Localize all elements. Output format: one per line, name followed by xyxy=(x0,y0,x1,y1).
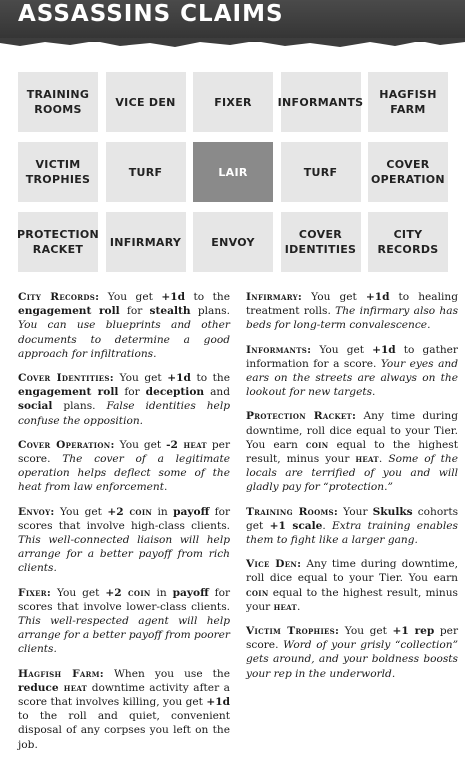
entry-cover-identities: Cover Identities: You get +1d to the engagement roll for deception and social plans. False identities help confuse the opposition. xyxy=(18,372,230,427)
claims-column-right xyxy=(246,290,458,691)
claim-cell-infirmary: INFIRMARY xyxy=(106,212,186,272)
claim-cell-cover-identities: COVER IDENTITIES xyxy=(281,212,361,272)
claims-column-left xyxy=(18,290,230,762)
entry-cover-operation: Cover Operation: You get -2 heat per score. The cover of a legitimate operation helps deflect some of the heat from law enforcement. xyxy=(18,438,231,494)
entry-victim-trophies: Victim Trophies: You get +1 rep per score. Word of your grisly “collection” gets around, and your boldness boosts your rep in the underworld. xyxy=(246,625,459,680)
claim-cell-victim-trophies: VICTIM TROPHIES xyxy=(18,142,98,202)
claim-cell-hagfish-farm: HAGFISH FARM xyxy=(368,72,448,132)
title-banner xyxy=(0,0,465,42)
claim-cell-training-rooms: TRAINING ROOMS xyxy=(18,72,98,132)
entry-fixer: Fixer: You get +2 coin in payoff for scores that involve lower-class clients. This well-respected agent will help arrange for a better payoff from poorer clients. xyxy=(18,586,231,656)
claim-cell-lair: LAIR xyxy=(193,142,273,202)
claim-cell-protection-racket: PROTECTION RACKET xyxy=(18,212,98,272)
entry-protection-racket: Protection Racket: Any time during downtime, roll dice equal to your Tier. You earn coin equal to the highest result, minus your heat. Some of the locals are terrified of you and will gladly pay for “protection.” xyxy=(246,410,459,494)
torn-edge xyxy=(0,38,465,50)
claim-cell-turf: TURF xyxy=(106,142,186,202)
claim-cell-fixer: FIXER xyxy=(193,72,273,132)
claim-cell-envoy: ENVOY xyxy=(193,212,273,272)
entry-informants: Informants: You get +1d to gather information for a score. Your eyes and ears on the streets are always on the lookout for new targets. xyxy=(246,343,458,399)
entry-training-rooms: Training Rooms: Your Skulks cohorts get +1 scale. Extra training enables them to fight like a larger gang. xyxy=(246,505,459,547)
entry-infirmary: Infirmary: You get +1d to healing treatment rolls. The infirmary also has beds for long-term convalescence. xyxy=(246,291,458,332)
claim-cell-city-records: CITY RECORDS xyxy=(368,212,448,272)
claim-cell-informants: INFORMANTS xyxy=(281,72,361,132)
entry-envoy: Envoy: You get +2 coin in payoff for scores that involve high-class clients. This well-connected liaison will help arrange for a better payoff from rich clients. xyxy=(18,505,231,575)
entry-hagfish-farm: Hagfish Farm: When you use the reduce heat downtime activity after a score that involves killing, you get +1d to the roll and quiet, convenient disposal of any corpses you left on the job. xyxy=(18,667,230,751)
claim-cell-turf: TURF xyxy=(281,142,361,202)
page-title: ASSASSINS CLAIMS xyxy=(18,1,284,27)
claims-map xyxy=(18,72,448,272)
entry-city-records: City Records: You get +1d to the engagement roll for stealth plans. You can use blueprints and other documents to determine a good approach for infiltrations. xyxy=(18,291,230,360)
claim-cell-cover-operation: COVER OPERATION xyxy=(368,142,448,202)
claim-cell-vice-den: VICE DEN xyxy=(106,72,186,132)
entry-vice-den: Vice Den: Any time during downtime, roll dice equal to your Tier. You earn coin equal to the highest result, minus your heat. xyxy=(246,558,458,613)
